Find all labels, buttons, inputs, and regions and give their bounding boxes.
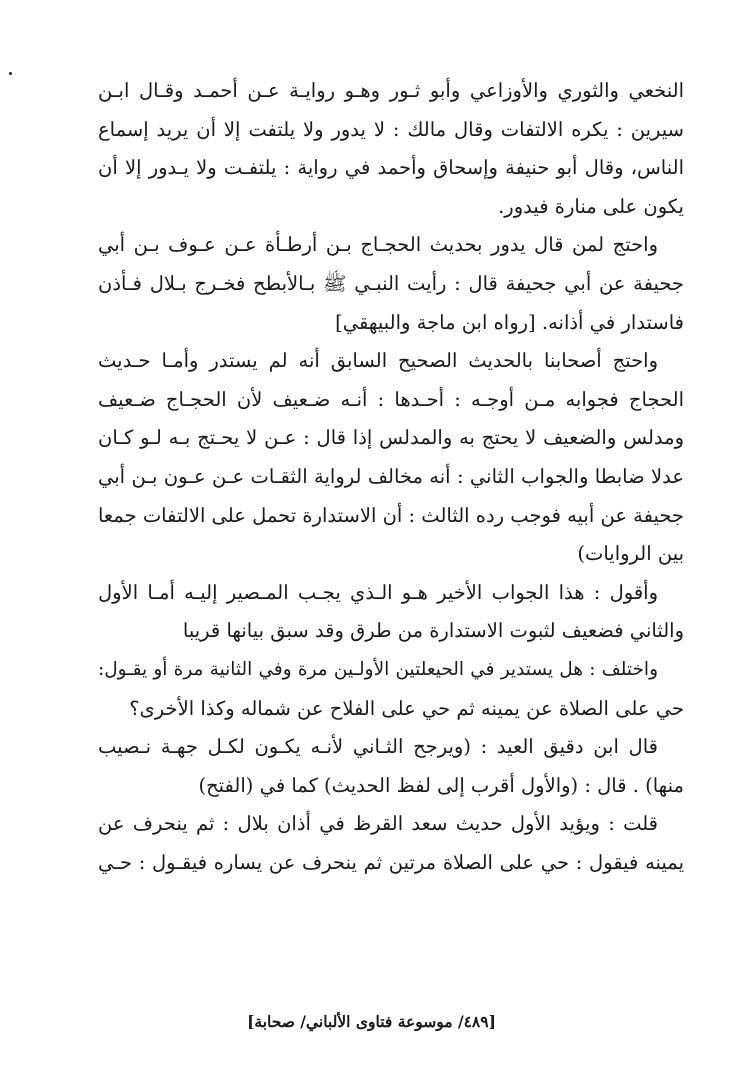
text-line-9: الحجاج فجوابه مـن أوجـه : أحـدها : أنـه ضـعيف لأن الحجـاج ضـعيف xyxy=(98,387,684,411)
text-line-18: قال ابن دقيق العيد : (ويرجح الثـاني لأنـه يكـون لكـل جهـة نـصيب xyxy=(98,735,658,759)
text-line-12: جحيفة عن أبيه فوجب رده الثالث : أن الاستدارة تحمل على الالتفات جمعا xyxy=(97,503,684,527)
text-line-6: جحيفة عن أبي جحيفة قال : رأيت النبـي ﷺ بـالأبطح فخـرج بـلال فـأذن xyxy=(98,271,684,295)
text-line-19: منها) . قال : (والأول أقرب إلى لفظ الحديث) كما في (الفتح) xyxy=(198,773,684,797)
text-line-11: عدلا ضابطا والجواب الثاني : أنه مخالف لرواية الثقـات عـن عـون بـن أبي xyxy=(98,464,684,488)
text-line-10: ومدلس والضعيف لا يحتج به والمدلس إذا قال : عـن لا يحـتج بـه لـو كـان xyxy=(98,426,684,450)
text-line-17: حي على الصلاة عن يمينه ثم حي على الفلاح عن شماله وكذا الأخرى؟ xyxy=(129,696,684,720)
text-line-20: قلت : ويؤيد الأول حديث سعد القرظ في أذان بلال : ثم ينحرف عن xyxy=(98,812,658,836)
text-line-8: واحتج أصحابنا بالحديث الصحيح السابق أنه لم يستدر وأمـا حـديث xyxy=(98,349,658,373)
text-line-1: النخعي والثوري والأوزاعي وأبو ثـور وهـو روايـة عـن أحمـد وقـال ابـن xyxy=(98,79,684,102)
text-line-3: الناس، وقال أبو حنيفة وإسحاق وأحمد في رواية : يلتفـت ولا يـدور إلا أن xyxy=(98,156,684,180)
text-line-5: واحتج لمن قال يدور بحديث الحجـاج بـن أرطـأة عـن عـوف بـن أبي xyxy=(98,233,658,257)
text-line-13: بين الروايات) xyxy=(577,542,684,566)
text-line-15: والثاني فضعيف لثبوت الاستدارة من طرق وقد سبق بيانها قريبا xyxy=(182,619,684,643)
margin-dot xyxy=(9,72,12,75)
page-footer: [٤٨٩/ موسوعة فتاوى الألباني/ صحابة] xyxy=(247,1012,496,1031)
text-line-4: يكون على منارة فيدور. xyxy=(498,194,684,218)
text-line-21: يمينه فيقول : حي على الصلاة مرتين ثم ينحرف عن يساره فيقـول : حـي xyxy=(98,850,684,874)
text-line-2: سيرين : يكره الالتفات وقال مالك : لا يدور ولا يلتفت إلا أن يريد إسماع xyxy=(98,117,684,141)
text-line-16: واختلف : هل يستدير في الحيعلتين الأولـين مرة وفي الثانية مرة أو يقـول: xyxy=(98,658,658,680)
text-line-7: فاستدار في أذانه. [رواه ابن ماجة والبيهقي] xyxy=(335,310,684,334)
document-body xyxy=(98,72,684,882)
text-line-14: وأقول : هذا الجواب الأخير هـو الـذي يجـب المـصير إليـه أمـا الأول xyxy=(98,580,658,604)
